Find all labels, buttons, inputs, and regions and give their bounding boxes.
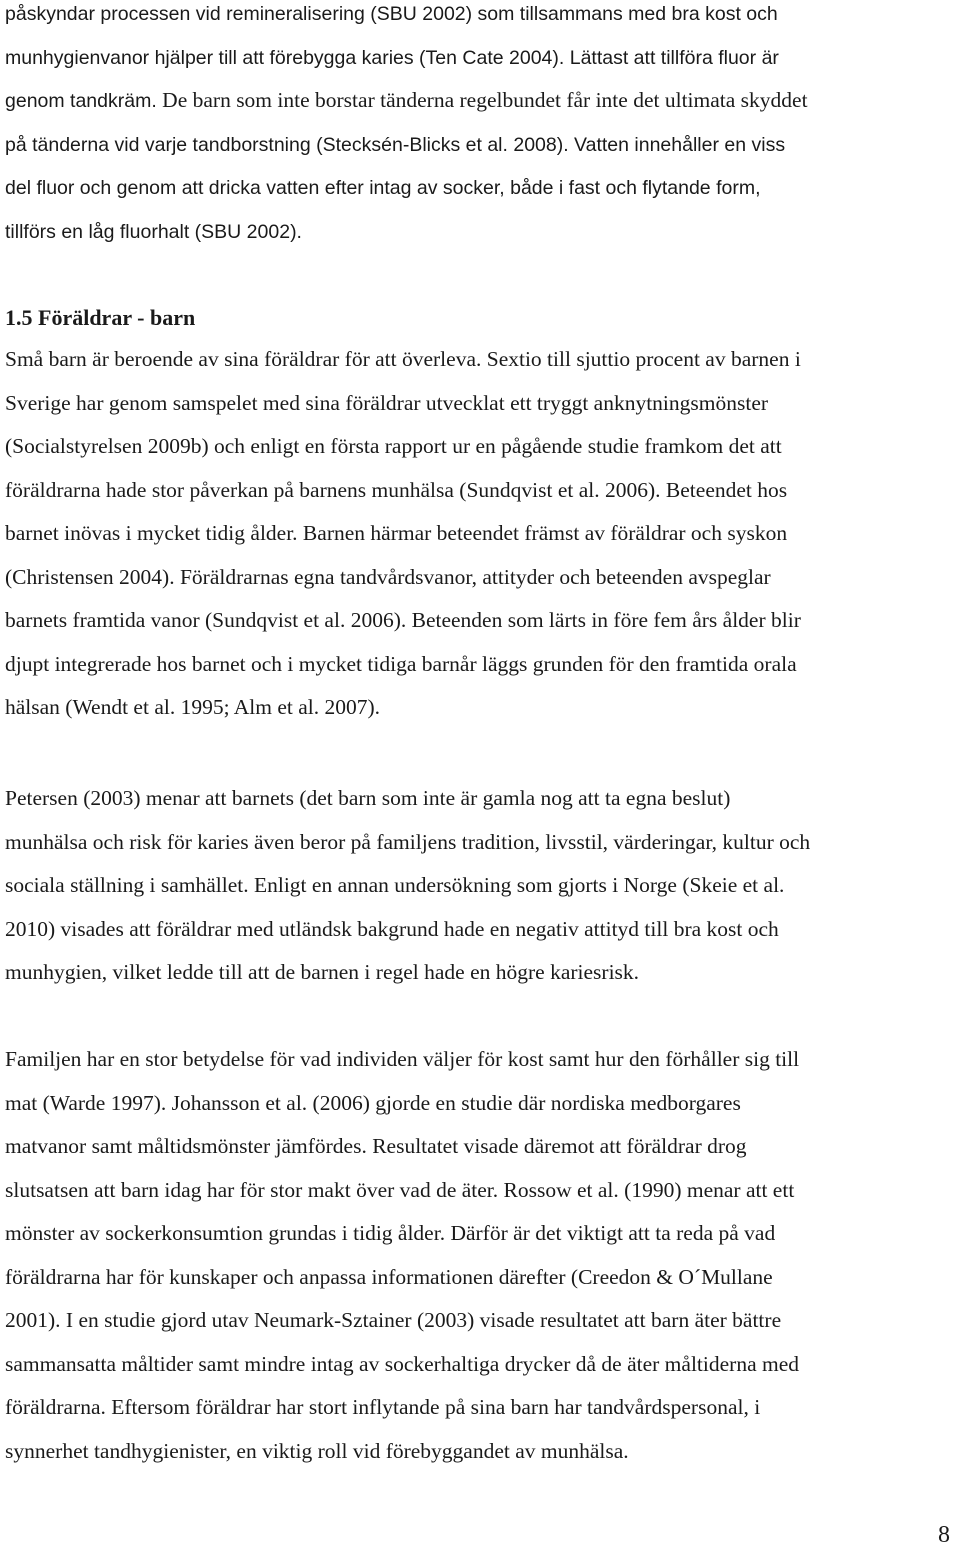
text-segment: på tänderna vid varje tandborstning (Stecksén-Blicks et al. 2008). Vatten innehåller en viss [5, 133, 786, 156]
text-line: föräldrarna har för kunskaper och anpassa informationen därefter (Creedon & O´Mullane [5, 1264, 773, 1289]
text-line: munhälsa och risk för karies även beror på familjens tradition, livsstil, värderingar, kultur och [5, 829, 811, 854]
text-line: slutsatsen att barn idag har för stor makt över vad de äter. Rossow et al. (1990) menar att ett [5, 1177, 795, 1202]
text-line: föräldrarna hade stor påverkan på barnens munhälsa (Sundqvist et al. 2006). Beteendet hos [5, 477, 788, 502]
text-line: (Christensen 2004). Föräldrarnas egna tandvårdsvanor, attityder och beteenden avspeglar [5, 564, 771, 589]
text-segment: genom tandkräm. [5, 90, 163, 112]
text-line: (Socialstyrelsen 2009b) och enligt en första rapport ur en pågående studie framkom det att [5, 434, 782, 458]
text-line: föräldrarna. Eftersom föräldrar har stort inflytande på sina barn har tandvårdspersonal, i [5, 1395, 761, 1419]
text-line: sammansatta måltider samt mindre intag av sockerhaltiga drycker då de äter måltiderna med [5, 1351, 799, 1376]
text-line: barnet inövas i mycket tidig ålder. Barnen härmar beteendet främst av föräldrar och syskon [5, 521, 788, 545]
text-segment: påskyndar processen vid remineralisering (SBU 2002) som tillsammans med bra kost och [5, 3, 778, 25]
page-number: 8 [938, 1522, 950, 1548]
text-line [5, 44, 779, 71]
text-line: hälsan (Wendt et al. 1995; Alm et al. 2007). [5, 695, 381, 719]
text-line: sociala ställning i samhället. Enligt en annan undersökning som gjorts i Norge (Skeie et al. [5, 873, 785, 897]
text-segment: munhygienvanor hjälper till att förebygga karies (Ten Cate 2004). Lättast att tillföra fluor är [5, 46, 779, 69]
text-segment: tillförs en låg fluorhalt (SBU 2002). [5, 220, 302, 243]
text-line: Sverige har genom samspelet med sina föräldrar utvecklat ett tryggt anknytningsmönster [5, 390, 769, 415]
text-line [5, 0, 778, 27]
section-heading: 1.5 Föräldrar - barn [5, 305, 196, 330]
text-line: mönster av sockerkonsumtion grundas i tidig ålder. Därför är det viktigt att ta reda på vad [5, 1221, 776, 1245]
text-line: djupt integrerade hos barnet och i mycket tidiga barnår läggs grunden för den framtida orala [5, 651, 797, 676]
text-segment: del fluor och genom att dricka vatten efter intag av socker, både i fast och flytande form, [5, 177, 761, 199]
text-line [5, 87, 808, 114]
text-line: munhygien, vilket ledde till att de barnen i regel hade en högre kariesrisk. [5, 960, 640, 984]
text-line: 2010) visades att föräldrar med utländsk bakgrund hade en negativ attityd till bra kost och [5, 916, 779, 941]
text-line: Små barn är beroende av sina föräldrar för att överleva. Sextio till sjuttio procent av barnen i [5, 347, 801, 371]
text-line: matvanor samt måltidsmönster jämfördes. Resultatet visade däremot att föräldrar drog [5, 1134, 747, 1158]
text-segment: De barn som inte borstar tänderna regelbundet får inte det ultimata skyddet [162, 88, 808, 112]
text-line: synnerhet tandhygienister, en viktig roll vid förebyggandet av munhälsa. [5, 1438, 629, 1463]
text-line [5, 218, 302, 245]
text-line [5, 174, 761, 201]
text-line [5, 131, 785, 158]
text-line: Familjen har en stor betydelse för vad individen väljer för kost samt hur den förhåller sig till [5, 1047, 800, 1071]
text-line: mat (Warde 1997). Johansson et al. (2006) gjorde en studie där nordiska medborgares [5, 1090, 741, 1115]
text-line: 2001). I en studie gjord utav Neumark-Sztainer (2003) visade resultatet att barn äter bättre [5, 1308, 782, 1332]
text-line: barnets framtida vanor (Sundqvist et al. 2006). Beteenden som lärts in före fem års ålder blir [5, 608, 801, 632]
text-line: Petersen (2003) menar att barnets (det barn som inte är gamla nog att ta egna beslut) [5, 786, 731, 810]
